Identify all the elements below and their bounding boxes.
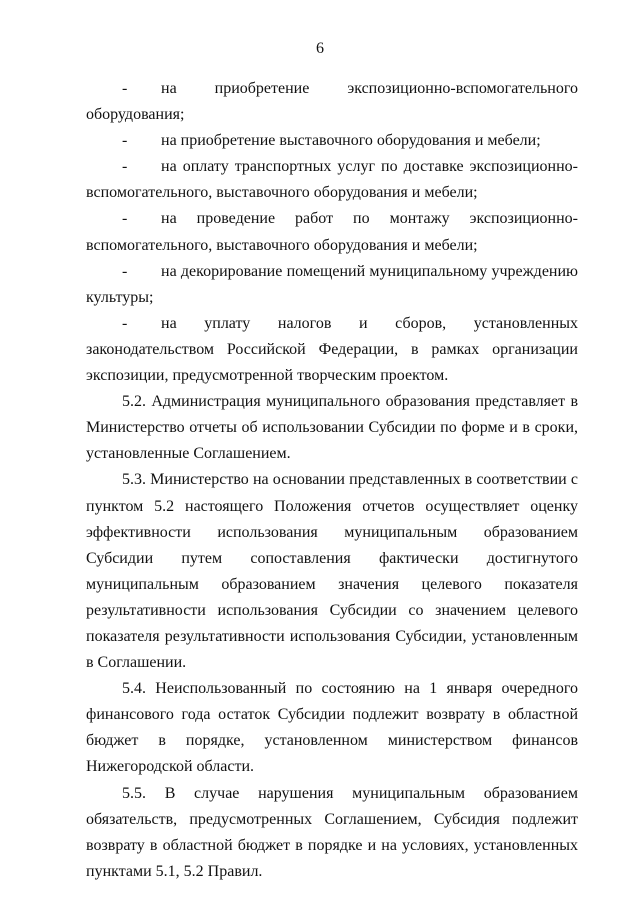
list-bullet: - <box>122 262 128 280</box>
paragraph-5-3: 5.3. Министерство на основании представленных в соответствии с пунктом 5.2 настоящего Положения отчетов осуществляет оценку эффективности использования муниципальным образованием Субсидии путем сопоставления фактически достигнутого муниципальным образованием значения целевого показателя результативности использования Субсидии со значением целевого показателя результативности использования Субсидии, установленным в Соглашении. <box>86 471 578 672</box>
list-item-text: на приобретение выставочного оборудования и мебели; <box>161 132 541 150</box>
list-item <box>86 206 578 258</box>
list-bullet: - <box>122 314 128 332</box>
list-bullet: - <box>122 210 128 228</box>
paragraph-5-4: 5.4. Неиспользованный по состоянию на 1 января очередного финансового года остаток Субсидии подлежит возврату в областной бюджет в порядке, установленном министерством финансов Нижегородской области. <box>86 680 578 776</box>
list-bullet: - <box>122 80 128 97</box>
paragraph-5-2: 5.2. Администрация муниципального образования представляет в Министерство отчеты об использовании Субсидии по форме и в сроки, установленные Соглашением. <box>86 393 578 463</box>
list-item-text: на приобретение экспозиционно-вспомогательного оборудования; <box>86 80 578 124</box>
document-body <box>86 76 578 885</box>
list-item <box>86 76 578 128</box>
list-item-text: на проведение работ по монтажу экспозиционно-вспомогательного, выставочного оборудования и мебели; <box>86 210 578 254</box>
list-item <box>86 128 578 154</box>
list-bullet: - <box>122 132 128 150</box>
page-number: 6 <box>316 40 324 57</box>
list-item-text: на уплату налогов и сборов, установленных законодательством Российской Федерации, в рамках организации экспозиции, предусмотренной творческим проектом. <box>86 314 578 385</box>
list-item <box>86 311 578 389</box>
list-item <box>86 154 578 206</box>
paragraph-5-5: 5.5. В случае нарушения муниципальным образованием обязательств, предусмотренных Соглашением, Субсидия подлежит возврату в областной бюджет в порядке и на условиях, установленных пунктами 5.1, 5.2 Правил. <box>86 784 578 880</box>
list-item <box>86 259 578 311</box>
list-item-text: на декорирование помещений муниципальному учреждению культуры; <box>86 262 578 306</box>
list-bullet: - <box>122 158 128 176</box>
list-item-text: на оплату транспортных услуг по доставке экспозиционно-вспомогательного, выставочного оборудования и мебели; <box>86 158 578 202</box>
